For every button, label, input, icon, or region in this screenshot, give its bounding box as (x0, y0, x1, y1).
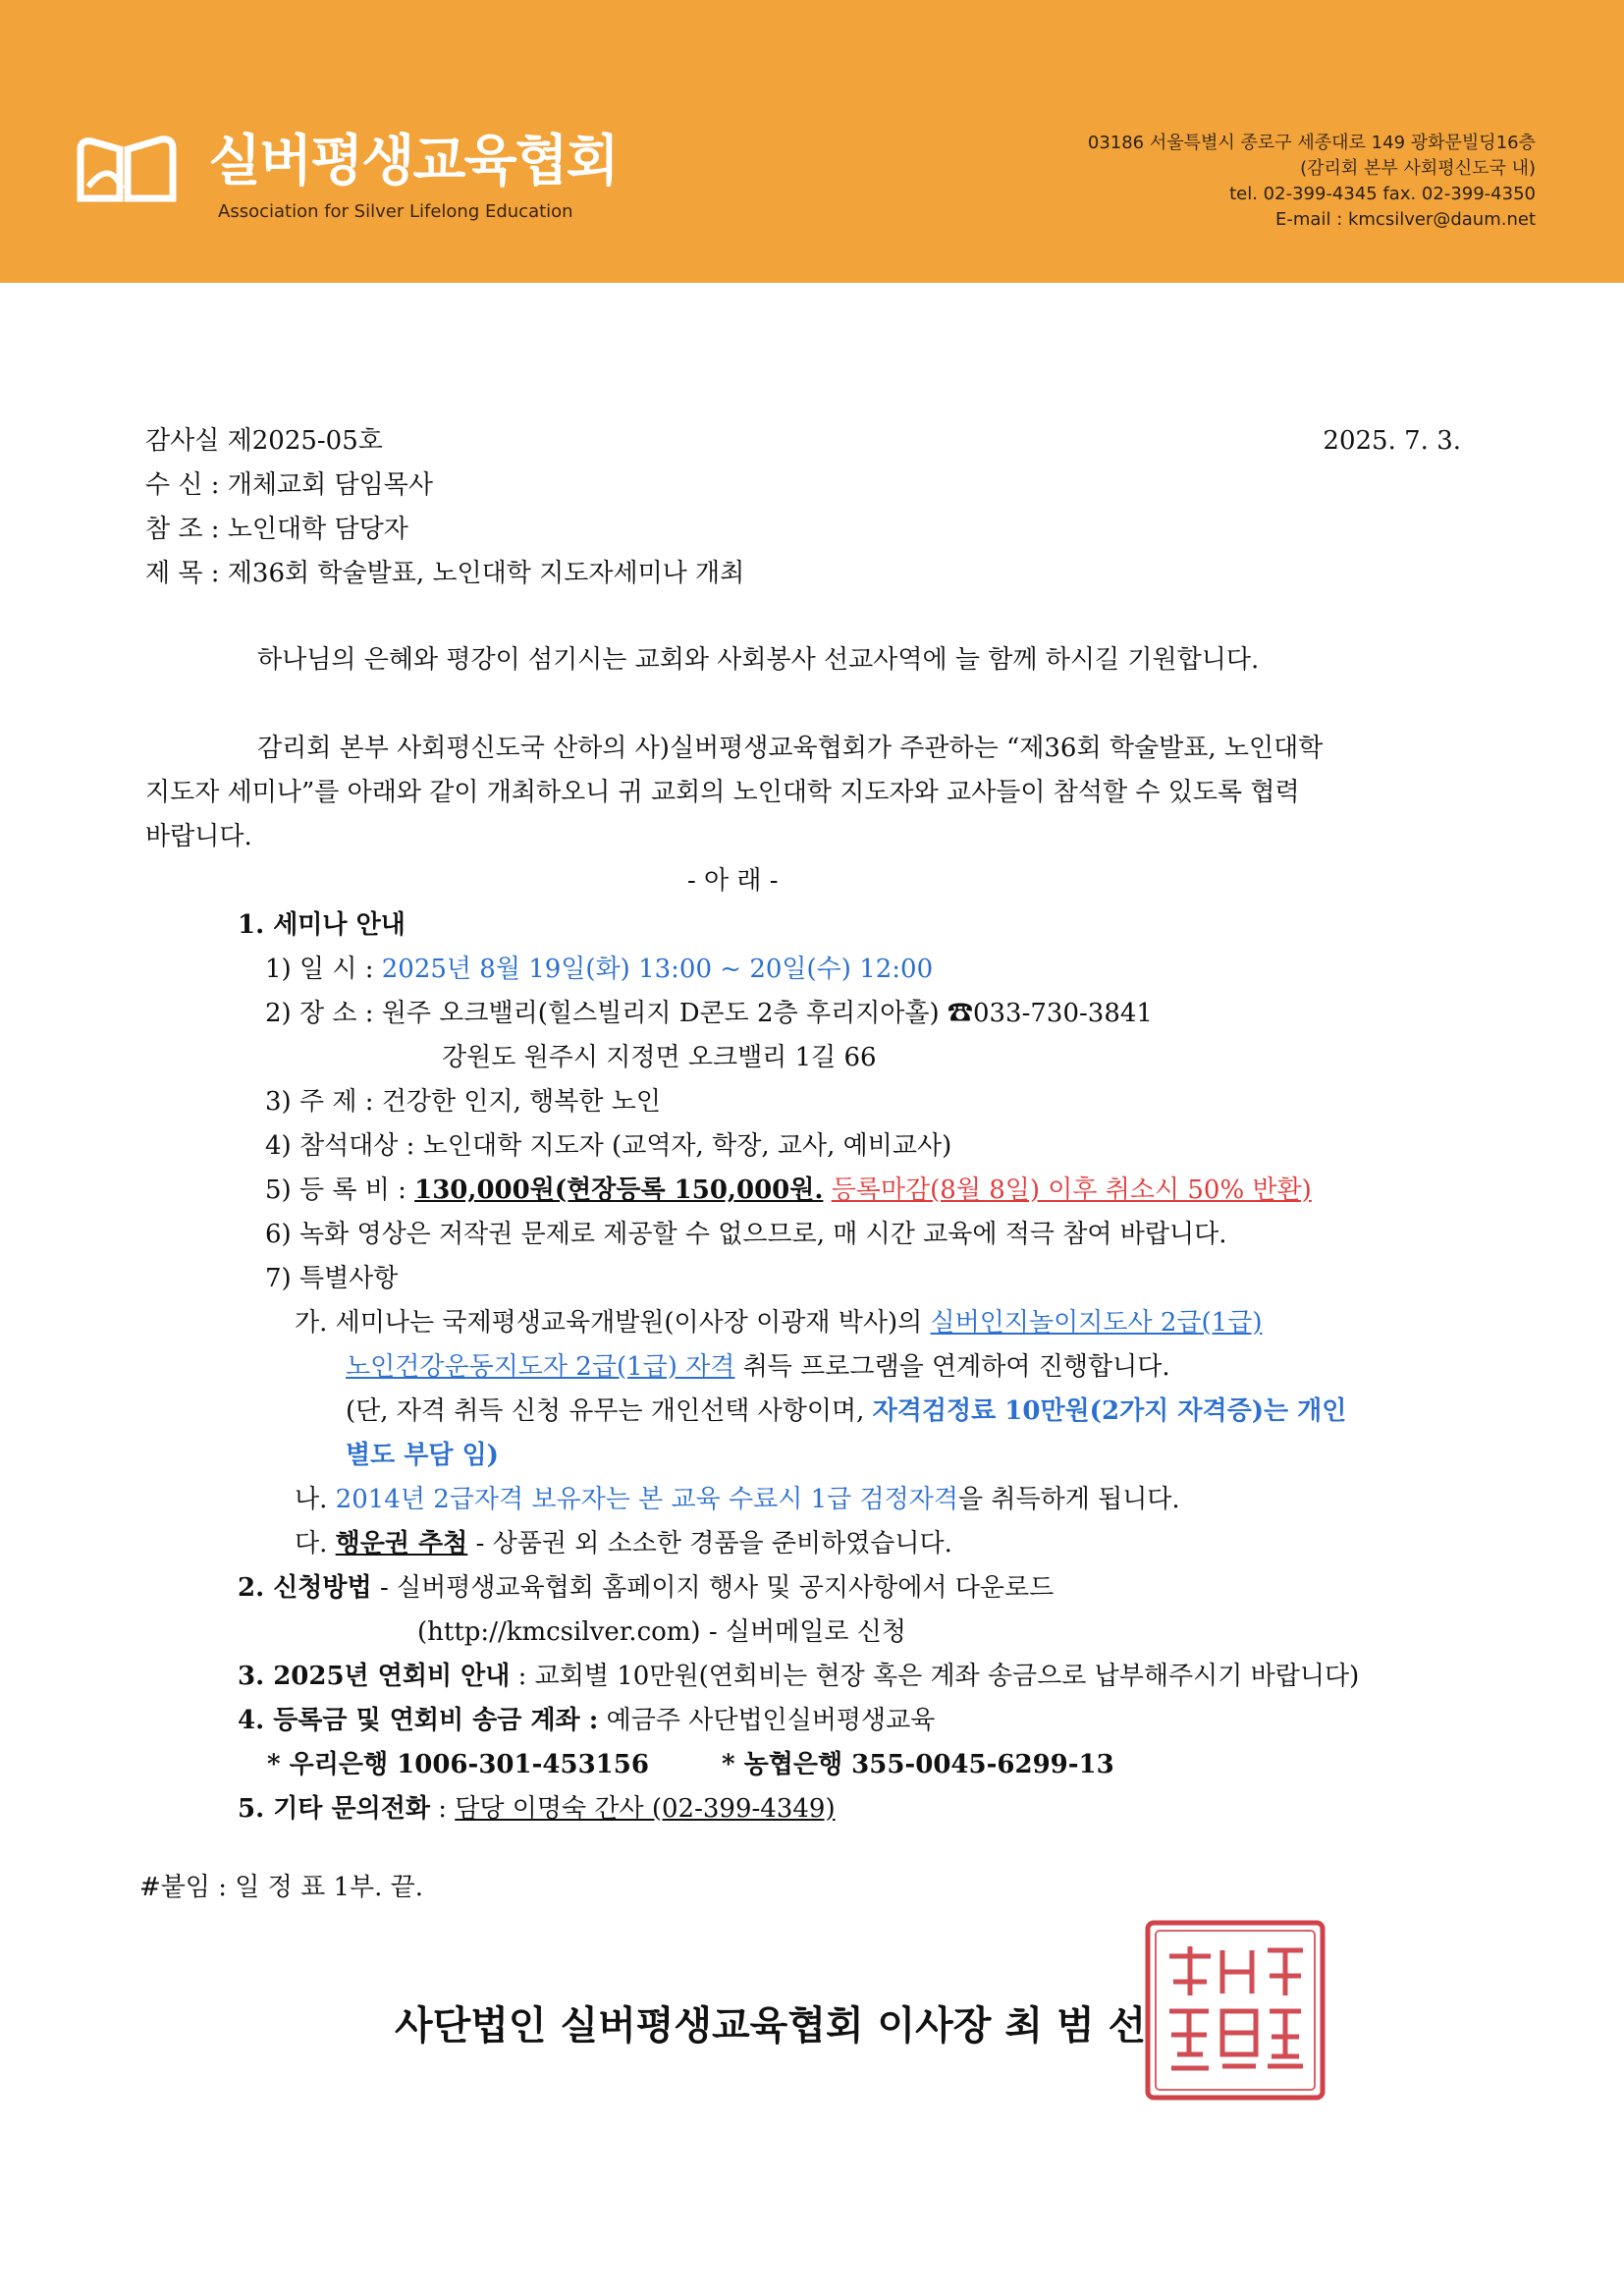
special-da-lottery: 행운권 추첨 (335, 1529, 468, 1558)
attachment-note: #붙임 : 일 정 표 1부. 끝. (139, 1873, 424, 1902)
special-ga-paren-c: 별도 부담 임) (346, 1441, 499, 1470)
seminar-target-label: 4) 참석대상 : (265, 1131, 415, 1161)
special-ga-paren-a: (단, 자격 취득 신청 유무는 개인선택 사항이며, (346, 1396, 865, 1426)
body-line: 감리회 본부 사회평신도국 산하의 사)실버평생교육협회가 주관하는 “제36회 학술발표, 노인대학 (257, 734, 1324, 763)
contact-person: 담당 이명숙 간사 (02-399-4349) (455, 1794, 836, 1824)
subject-row (145, 557, 744, 590)
section-annual-fee-text: : 교회별 10만원(연회비는 현장 혹은 계좌 송금으로 납부해주시기 바랍니다) (517, 1662, 1360, 1691)
logo-korean-name: 실버평생교육협회 (208, 130, 618, 193)
recipient-row (145, 468, 433, 502)
section-annual-fee-title: 3. 2025년 연회비 안내 (238, 1662, 511, 1691)
seminar-date-row (265, 953, 933, 986)
seminar-date-value: 2025년 8월 19일(화) 13:00 ~ 20일(수) 12:00 (381, 955, 934, 984)
address-line: 03186 서울특별시 종로구 세종대로 149 광화문빌딩16층 (1087, 133, 1536, 153)
seminar-fee-cancel-note: 등록마감(8월 8일) 이후 취소시 50% 반환) (831, 1175, 1312, 1205)
special-na-rest: 을 취득하게 됩니다. (957, 1485, 1180, 1514)
subject-value: 제36회 학술발표, 노인대학 지도자세미나 개최 (227, 559, 745, 588)
section-fee-row (238, 1660, 1359, 1693)
special-ga-row (295, 1306, 1262, 1339)
section-application-title: 2. 신청방법 (238, 1573, 372, 1603)
official-seal-icon (1142, 1917, 1328, 2104)
below-heading: - 아 래 - (687, 866, 779, 896)
reference-value: 노인대학 담당자 (227, 515, 408, 544)
body-line: 바랍니다. (145, 822, 252, 851)
video-notice: 6) 녹화 영상은 저작권 문제로 제공할 수 없으므로, 매 시간 교육에 적극 참여 바랍니다. (265, 1220, 1227, 1249)
body-line: 지도자 세미나”를 아래와 같이 개최하오니 귀 교회의 노인대학 지도자와 교사들이 참석할 수 있도록 협력 (145, 778, 1300, 807)
special-ga-paren (346, 1394, 1346, 1428)
subject-label: 제 목 : (145, 559, 220, 588)
section-contact-row (238, 1792, 836, 1826)
letterhead (0, 0, 1624, 283)
section-contact-title: 5. 기타 문의전화 (238, 1794, 430, 1824)
special-ga-row-2 (346, 1350, 1170, 1384)
greeting: 하나님의 은혜와 평강이 섬기시는 교회와 사회봉사 선교사역에 늘 함께 하시길 기원합니다. (257, 645, 1260, 675)
recipient-label: 수 신 : (145, 470, 220, 500)
certificate-link-exercise-instructor[interactable]: 노인건강운동지도자 2급(1급) 자격 (346, 1352, 735, 1382)
seminar-place-row (265, 997, 1153, 1030)
section-application-text: - 실버평생교육협회 홈페이지 행사 및 공지사항에서 다운로드 (379, 1573, 1055, 1603)
seminar-target-row (265, 1129, 951, 1163)
seminar-fee-row (265, 1174, 1312, 1207)
special-da-rest: - 상품권 외 소소한 경품을 준비하였습니다. (475, 1529, 952, 1558)
special-da-prefix: 다. (295, 1529, 328, 1558)
bank-account-woori: * 우리은행 1006-301-453156 (267, 1750, 649, 1779)
seminar-theme-value: 건강한 인지, 행복한 노인 (381, 1087, 661, 1117)
application-website[interactable]: (http://kmcsilver.com) - 실버메일로 신청 (417, 1617, 906, 1647)
section-application-row (238, 1571, 1054, 1605)
document-date: 2025. 7. 3. (1323, 426, 1461, 456)
special-na-highlight: 2014년 2급자격 보유자는 본 교육 수료시 1급 검정자격 (335, 1485, 958, 1514)
header-address (1088, 131, 1536, 233)
address-line: (감리회 본부 사회평신도국 내) (1300, 158, 1536, 179)
section-contact-colon: : (438, 1794, 447, 1824)
contact-phone-fax: tel. 02-399-4345 fax. 02-399-4350 (1229, 184, 1536, 204)
certificate-link-cognitive-play[interactable]: 실버인지놀이지도사 2급(1급) (930, 1308, 1263, 1338)
recipient-value: 개체교회 담임목사 (227, 470, 433, 500)
logo-english-name: Association for Silver Lifelong Education (218, 201, 573, 222)
seminar-target-value: 노인대학 지도자 (교역자, 학장, 교사, 예비교사) (422, 1131, 952, 1161)
seminar-fee-label: 5) 등 록 비 : (265, 1175, 406, 1205)
account-holder: 예금주 사단법인실버평생교육 (606, 1706, 936, 1735)
reference-row (145, 513, 408, 546)
seminar-place-value: 원주 오크밸리(힐스빌리지 D콘도 2층 후리지아홀) ☎033-730-3841 (381, 999, 1153, 1028)
special-na-prefix: 나. (295, 1485, 328, 1514)
contact-email: E-mail : kmcsilver@daum.net (1275, 209, 1536, 230)
special-ga-rest: 취득 프로그램을 연계하여 진행합니다. (742, 1352, 1170, 1382)
special-notes-label: 7) 특별사항 (265, 1264, 399, 1293)
seminar-theme-row (265, 1085, 661, 1119)
bank-account-nonghyup: * 농협은행 355-0045-6299-13 (722, 1750, 1114, 1779)
document-number: 감사실 제2025-05호 (145, 426, 383, 456)
section-account-row (238, 1704, 935, 1737)
special-da-row (295, 1527, 952, 1560)
signature-line: 사단법인 실버평생교육협회 이사장 최 범 선 (395, 2002, 1147, 2049)
section-account-title: 4. 등록금 및 연회비 송금 계좌 : (238, 1706, 599, 1735)
special-ga-prefix: 가. 세미나는 국제평생교육개발원(이사장 이광재 박사)의 (295, 1308, 923, 1338)
seminar-theme-label: 3) 주 제 : (265, 1087, 374, 1117)
special-ga-paren-b: 자격검정료 10만원(2가지 자격증)는 개인 (872, 1396, 1347, 1426)
seminar-place-address: 강원도 원주시 지정면 오크밸리 1길 66 (442, 1043, 877, 1072)
seminar-place-label: 2) 장 소 : (265, 999, 374, 1028)
association-logo-icon (71, 130, 189, 208)
seminar-fee-value: 130,000원(현장등록 150,000원. (414, 1175, 824, 1205)
special-na-row (295, 1483, 1180, 1516)
section-seminar-title: 1. 세미나 안내 (238, 910, 406, 940)
seminar-date-label: 1) 일 시 : (265, 955, 374, 984)
reference-label: 참 조 : (145, 515, 220, 544)
